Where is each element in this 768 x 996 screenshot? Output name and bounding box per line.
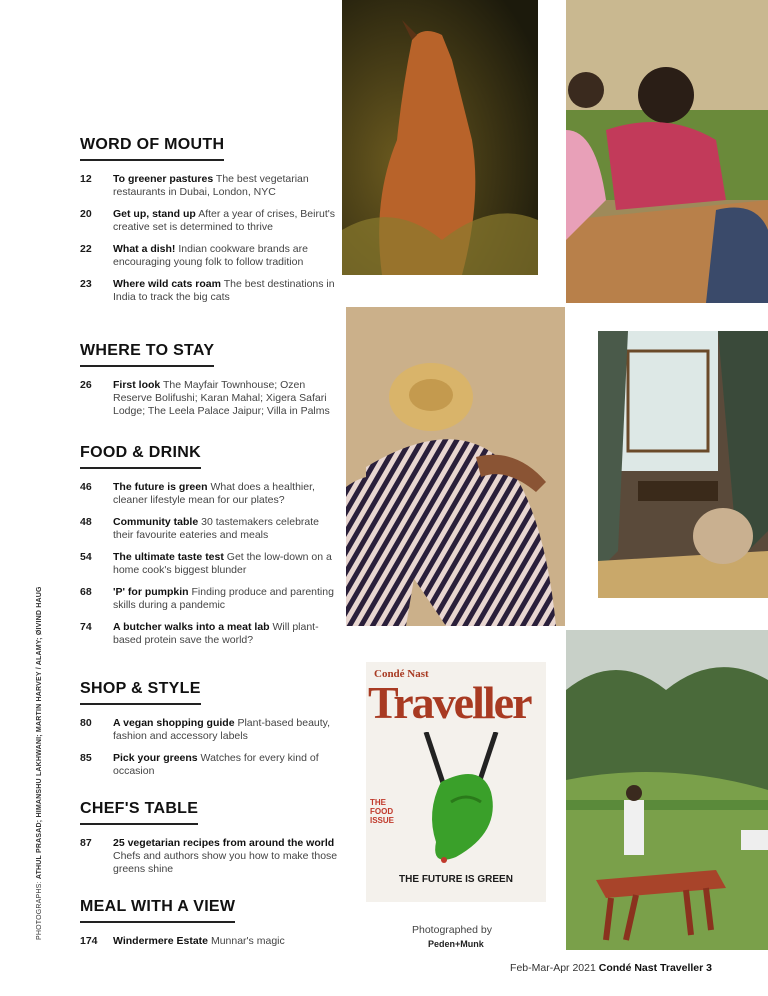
toc-entry[interactable] xyxy=(80,717,340,743)
entry-desc: Chefs and authors show you how to make those greens shine xyxy=(113,850,338,875)
toc-entry[interactable] xyxy=(80,551,340,577)
entry-title: Community table xyxy=(113,516,199,528)
cover-issue: THE FOOD ISSUE xyxy=(370,798,395,825)
page-number: 54 xyxy=(80,551,92,563)
folio-page: 3 xyxy=(706,962,712,974)
section-where-to-stay xyxy=(80,342,340,427)
section-meal-with-a-view xyxy=(80,898,340,957)
entry-title: To greener pastures xyxy=(113,173,214,185)
room-photo xyxy=(598,331,768,598)
toc-entry[interactable] xyxy=(80,243,340,269)
entry-desc: Get the low-down on a home cook's biggest blunder xyxy=(113,551,332,576)
toc-entry[interactable] xyxy=(80,208,340,234)
entry-title: A vegan shopping guide xyxy=(113,717,235,729)
entry-desc: Plant-based beauty, fashion and accessory labels xyxy=(113,717,331,742)
toc-entry[interactable] xyxy=(80,621,340,647)
magazine-cover[interactable] xyxy=(366,662,546,902)
cover-tagline: THE FUTURE IS GREEN xyxy=(399,874,513,885)
entry-title: What a dish! xyxy=(113,243,176,255)
entry-desc: The Mayfair Townhouse; Ozen Reserve Bolifushi; Karan Mahal; Xigera Safari Lodge; The Leela Palace Jaipur; Villa in Palms xyxy=(113,379,330,417)
photographer-label: Photographed by xyxy=(412,924,492,936)
toc-entry[interactable] xyxy=(80,278,340,304)
entry-title: 25 vegetarian recipes from around the world xyxy=(113,837,335,849)
toc-entry[interactable] xyxy=(80,173,340,199)
toc-entry[interactable] xyxy=(80,752,340,778)
cover-title: Traveller xyxy=(368,677,531,728)
photo-credit-names: ATHUL PRASAD; HIMANSHU LAKHWANI; MARTIN HARVEY / ALAMY; ØIVIND HAUG xyxy=(36,586,43,880)
entry-desc: The best vegetarian restaurants in Dubai, London, NYC xyxy=(113,173,309,198)
entry-desc: Watches for every kind of occasion xyxy=(113,752,319,777)
estate-photo xyxy=(566,630,768,950)
toc-entry[interactable] xyxy=(80,379,340,418)
beach-photo xyxy=(346,307,565,626)
toc-entry[interactable] xyxy=(80,837,350,876)
entry-desc: After a year of crises, Beirut's creative set is determined to thrive xyxy=(113,208,335,233)
photo-credit-prefix: PHOTOGRAPHS: xyxy=(36,879,43,940)
page-number: 85 xyxy=(80,752,92,764)
page-number: 46 xyxy=(80,481,92,493)
entry-title: First look xyxy=(113,379,161,391)
page-number: 23 xyxy=(80,278,92,290)
green-chili-illustration xyxy=(406,732,516,872)
entry-desc: Finding produce and parenting skills during a pandemic xyxy=(113,586,334,611)
toc-entry[interactable] xyxy=(80,481,340,507)
entry-title: A butcher walks into a meat lab xyxy=(113,621,270,633)
entry-desc: 30 tastemakers celebrate their favourite eateries and meals xyxy=(113,516,320,541)
section-food-drink xyxy=(80,444,340,656)
page-number: 26 xyxy=(80,379,92,391)
section-heading: WHERE TO STAY xyxy=(80,342,214,367)
toc-entry[interactable] xyxy=(80,586,340,612)
page-number: 20 xyxy=(80,208,92,220)
page-number: 12 xyxy=(80,173,92,185)
folio-magazine: Condé Nast Traveller xyxy=(598,962,704,974)
entry-desc: What does a healthier, cleaner lifestyle mean for our plates? xyxy=(113,481,315,506)
entry-title: Get up, stand up xyxy=(113,208,196,220)
page-number: 174 xyxy=(80,935,98,947)
page-number: 48 xyxy=(80,516,92,528)
entry-desc: Indian cookware brands are encouraging young folk to follow tradition xyxy=(113,243,308,268)
photo-credit xyxy=(36,586,43,940)
entry-desc: Will plant-based protein save the world? xyxy=(113,621,319,646)
section-heading: CHEF'S TABLE xyxy=(80,800,198,825)
entry-desc: Munnar's magic xyxy=(210,935,285,947)
cover-brand: Condé Nast xyxy=(374,668,429,680)
section-heading: MEAL WITH A VIEW xyxy=(80,898,235,923)
photographer-name: Peden+Munk xyxy=(428,939,484,949)
entry-title: The future is green xyxy=(113,481,208,493)
section-heading: SHOP & STYLE xyxy=(80,680,201,705)
family-photo xyxy=(566,0,768,303)
entry-title: The ultimate taste test xyxy=(113,551,224,563)
section-shop-style xyxy=(80,680,340,787)
page-folio xyxy=(510,962,712,974)
entry-desc: The best destinations in India to track the big cats xyxy=(113,278,335,303)
section-word-of-mouth xyxy=(80,136,340,313)
page-number: 87 xyxy=(80,837,92,849)
entry-title: Windermere Estate xyxy=(113,935,209,947)
caracal-photo xyxy=(342,0,538,275)
toc-entry[interactable] xyxy=(80,516,340,542)
section-heading: FOOD & DRINK xyxy=(80,444,201,469)
page-number: 22 xyxy=(80,243,92,255)
entry-title: Where wild cats roam xyxy=(113,278,221,290)
photographer-credit xyxy=(412,924,492,949)
toc-entry[interactable] xyxy=(80,935,340,948)
page-number: 74 xyxy=(80,621,92,633)
page-number: 68 xyxy=(80,586,92,598)
folio-date: Feb-Mar-Apr 2021 xyxy=(510,962,596,974)
entry-title: 'P' for pumpkin xyxy=(113,586,189,598)
section-chefs-table xyxy=(80,800,350,885)
page-number: 80 xyxy=(80,717,92,729)
section-heading: WORD OF MOUTH xyxy=(80,136,224,161)
entry-title: Pick your greens xyxy=(113,752,198,764)
